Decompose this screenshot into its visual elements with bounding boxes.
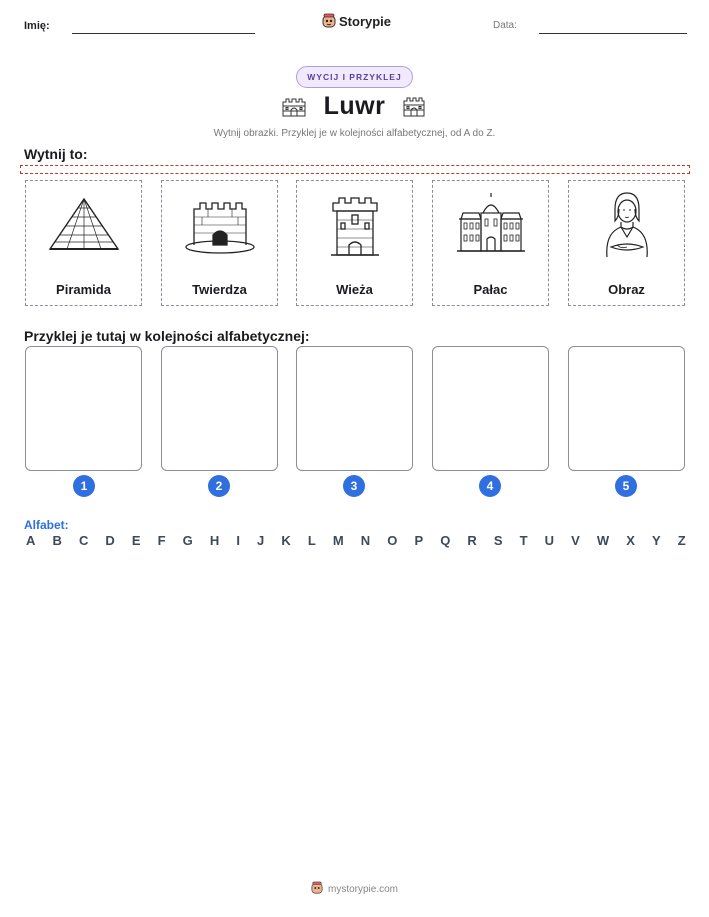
slot-number-badge: 3 [343,475,365,497]
brand-logo [322,13,391,29]
instructions: Wytnij obrazki. Przyklej je w kolejności alfabetycznej, od A do Z. [213,128,496,139]
alphabet-letter: F [157,533,166,548]
slot-number-badge: 2 [208,475,230,497]
name-line [72,33,255,34]
worksheet-type-badge: WYCIJ I PRZYKLEJ [296,66,413,88]
alphabet-letter: T [519,533,528,548]
alphabet-letter: J [257,533,265,548]
alphabet-letter: S [493,533,503,548]
date-line [539,33,687,34]
paste-slot-5[interactable] [568,346,685,471]
alphabet-letter: Z [677,533,686,548]
storypie-mascot-icon [322,13,336,29]
alphabet-label: Alfabet: [24,518,69,532]
paste-slot-4[interactable] [432,346,549,471]
cut-line [20,165,690,174]
cut-section-label: Wytnij to: [24,146,88,162]
alphabet-letter: C [78,533,89,548]
alphabet-letter: B [52,533,62,548]
alphabet-letter: X [626,533,635,548]
fortress-icon [180,187,260,263]
name-label: Imię: [24,20,50,32]
paste-section-label: Przyklej je tutaj w kolejności alfabetycznej: [24,328,310,344]
alphabet-letter: P [414,533,424,548]
palace-icon [451,187,531,263]
pyramid-icon [44,187,124,263]
cut-card-painting[interactable] [568,180,685,306]
tower-icon [315,187,395,263]
slot-number-badge: 5 [615,475,637,497]
cut-card-label: Obraz [608,282,645,297]
alphabet-letter: O [387,533,398,548]
alphabet-letter: Y [651,533,661,548]
slot-number-badge: 1 [73,475,95,497]
paste-slot-3[interactable] [296,346,413,471]
alphabet-row [26,533,686,548]
alphabet-letter: M [332,533,344,548]
alphabet-letter: H [209,533,220,548]
paste-slot-2[interactable] [161,346,278,471]
footer-url[interactable]: mystorypie.com [327,884,398,895]
alphabet-letter: U [544,533,555,548]
alphabet-letter: R [467,533,477,548]
alphabet-letter: L [307,533,316,548]
alphabet-letter: K [281,533,291,548]
alphabet-letter: N [360,533,371,548]
alphabet-letter: V [571,533,580,548]
alphabet-letter: A [26,533,36,548]
cut-card-pyramid[interactable] [25,180,142,306]
alphabet-letter: E [131,533,141,548]
paste-slot-1[interactable] [25,346,142,471]
cut-card-label: Twierdza [192,282,247,297]
cut-card-tower[interactable] [296,180,413,306]
page-title: Luwr [323,92,386,120]
castle-icon [401,94,427,123]
alphabet-letter: Q [440,533,451,548]
brand-name: Storypie [339,13,392,29]
cut-card-label: Piramida [56,282,111,297]
alphabet-letter: I [236,533,240,548]
alphabet-letter: W [596,533,610,548]
footer [0,881,709,898]
cut-card-label: Wieża [336,282,373,297]
alphabet-letter: D [105,533,115,548]
portrait-icon [587,187,667,263]
slot-number-badge: 4 [479,475,501,497]
date-label: Data: [493,20,517,31]
cut-card-fortress[interactable] [161,180,278,306]
cut-card-palace[interactable] [432,180,549,306]
alphabet-letter: G [182,533,193,548]
cut-card-label: Pałac [473,282,508,297]
storypie-mascot-icon [311,881,323,898]
